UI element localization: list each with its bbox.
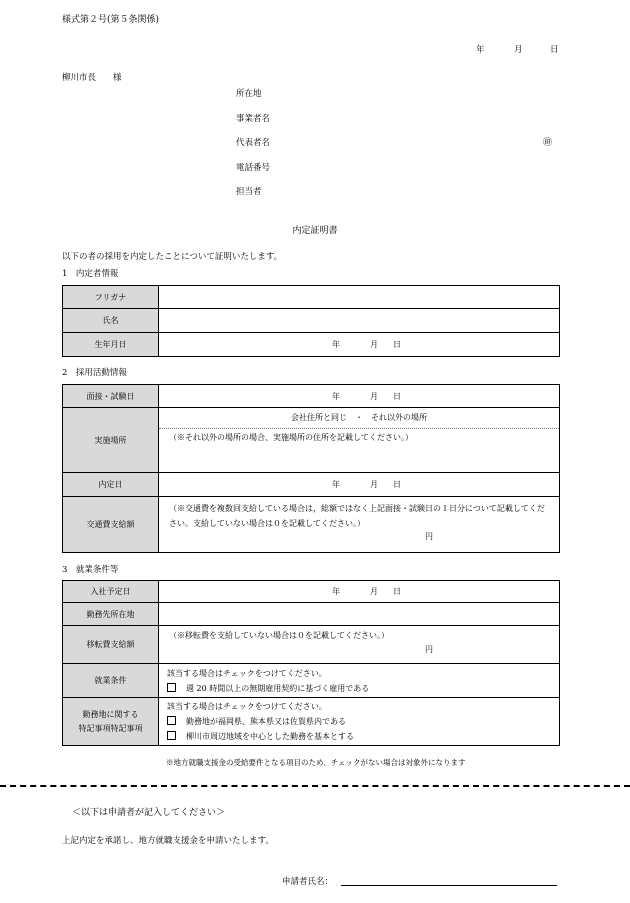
conditions-checkbox-row[interactable] <box>159 681 559 696</box>
start-date-field[interactable] <box>159 581 560 603</box>
birth-label: 生年月日 <box>63 333 159 357</box>
conditions-item: 週 20 時間以上の無期雇用契約に基づく雇用である <box>186 683 370 693</box>
conditions-label: 就業条件 <box>63 664 159 698</box>
day-label: 日 <box>393 480 401 489</box>
day-label: 日 <box>393 391 401 401</box>
applicant-phone-label: 電話番号 <box>236 163 271 173</box>
month-label: 月 <box>370 480 378 489</box>
relocation-yen: 円 <box>425 645 433 654</box>
applicant-company-label: 事業者名 <box>236 114 271 124</box>
location-item-2: 柳川市周辺地域を中心とした勤務を基本とする <box>186 732 354 741</box>
travel-note: （※交通費を複数回支給している場合は，総額ではなく上記面接・試験日の１日分について記載してください。支給していない場合は０を記載してください。） <box>169 504 545 528</box>
name-field[interactable] <box>159 309 560 333</box>
checkbox-icon[interactable] <box>167 716 176 725</box>
issue-date <box>476 43 566 55</box>
name-label: 氏名 <box>63 309 159 333</box>
interview-date-label: 面接・試験日 <box>63 385 159 408</box>
lower-statement: 上記内定を承諾し、地方就職支援金を申請いたします。 <box>62 836 274 846</box>
day-label: 日 <box>393 340 401 349</box>
venue-label: 実施場所 <box>63 408 159 473</box>
recruitment-info-table <box>62 384 560 553</box>
day-label: 日 <box>393 587 401 596</box>
footnote: ※地方就職支援金の受給要件となる項目のため、チェックがない場合は対象外になります <box>166 758 466 767</box>
document-title: 内定証明書 <box>292 226 338 236</box>
location-checkbox-row-1[interactable] <box>159 714 559 729</box>
offer-date-field[interactable] <box>159 473 560 497</box>
day-label: 日 <box>550 45 559 55</box>
location-field <box>159 698 560 746</box>
workplace-label: 勤務先所在地 <box>63 603 159 626</box>
furigana-label: フリガナ <box>63 286 159 309</box>
furigana-field[interactable] <box>159 286 560 309</box>
seal-mark: ㊞ <box>543 138 553 148</box>
relocation-label: 移転費支給額 <box>63 626 159 664</box>
workplace-field[interactable] <box>159 603 560 626</box>
cut-line <box>0 785 630 787</box>
offer-date-label: 内定日 <box>63 473 159 497</box>
travel-yen: 円 <box>425 532 433 541</box>
location-item-1: 勤務地が福岡県、熊本県又は佐賀県内である <box>186 717 346 726</box>
candidate-info-table <box>62 285 560 357</box>
venue-options[interactable]: 会社住所と同じ ・ それ以外の場所 <box>159 408 559 429</box>
form-number: 様式第２号(第５条関係) <box>62 15 160 25</box>
location-label <box>63 698 159 746</box>
lower-instruction: ＜以下は申請者が記入してください＞ <box>72 808 226 818</box>
month-label: 月 <box>370 391 378 401</box>
checkbox-icon[interactable] <box>167 731 176 740</box>
applicant-representative-label: 代表者名 <box>236 138 271 148</box>
relocation-field[interactable] <box>159 626 560 664</box>
section2-heading: 2 採用活動情報 <box>62 368 127 378</box>
checkbox-icon[interactable] <box>167 683 176 692</box>
conditions-hint: 該当する場合はチェックをつけてください。 <box>167 668 327 678</box>
applicant-address-label: 所在地 <box>236 89 262 99</box>
location-checkbox-row-2[interactable] <box>159 729 559 744</box>
year-label: 年 <box>332 587 340 596</box>
month-label: 月 <box>370 340 378 349</box>
signature-label: 申請者氏名： <box>282 877 334 887</box>
month-label: 月 <box>514 45 523 55</box>
year-label: 年 <box>332 480 340 489</box>
interview-date-field[interactable] <box>159 385 560 408</box>
month-label: 月 <box>370 587 378 596</box>
start-date-label: 入社予定日 <box>63 581 159 603</box>
location-label-line2: 特記事項特記事項 <box>78 723 143 733</box>
travel-label: 交通費支給額 <box>63 497 159 553</box>
employment-conditions-table <box>62 580 560 746</box>
relocation-note: （※移転費を支給していない場合は０を記載してください。） <box>169 631 389 640</box>
conditions-field <box>159 664 560 698</box>
year-label: 年 <box>332 340 340 349</box>
section1-heading: 1 内定者情報 <box>62 269 119 279</box>
location-label-line1: 勤務地に関する <box>82 709 139 719</box>
signature-line[interactable] <box>341 885 557 886</box>
location-hint: 該当する場合はチェックをつけてください。 <box>167 702 327 711</box>
intro-text: 以下の者の採用を内定したことについて証明いたします。 <box>62 252 283 262</box>
venue-field[interactable] <box>159 408 560 473</box>
year-label: 年 <box>332 391 340 401</box>
applicant-contact-label: 担当者 <box>236 187 262 197</box>
section3-heading: 3 就業条件等 <box>62 565 119 575</box>
travel-field[interactable] <box>159 497 560 553</box>
birth-field[interactable] <box>159 333 560 357</box>
addressee: 柳川市長 様 <box>62 73 122 83</box>
year-label: 年 <box>476 45 485 55</box>
venue-note: （※それ以外の場所の場合、実施場所の住所を記載してください。） <box>169 433 413 442</box>
